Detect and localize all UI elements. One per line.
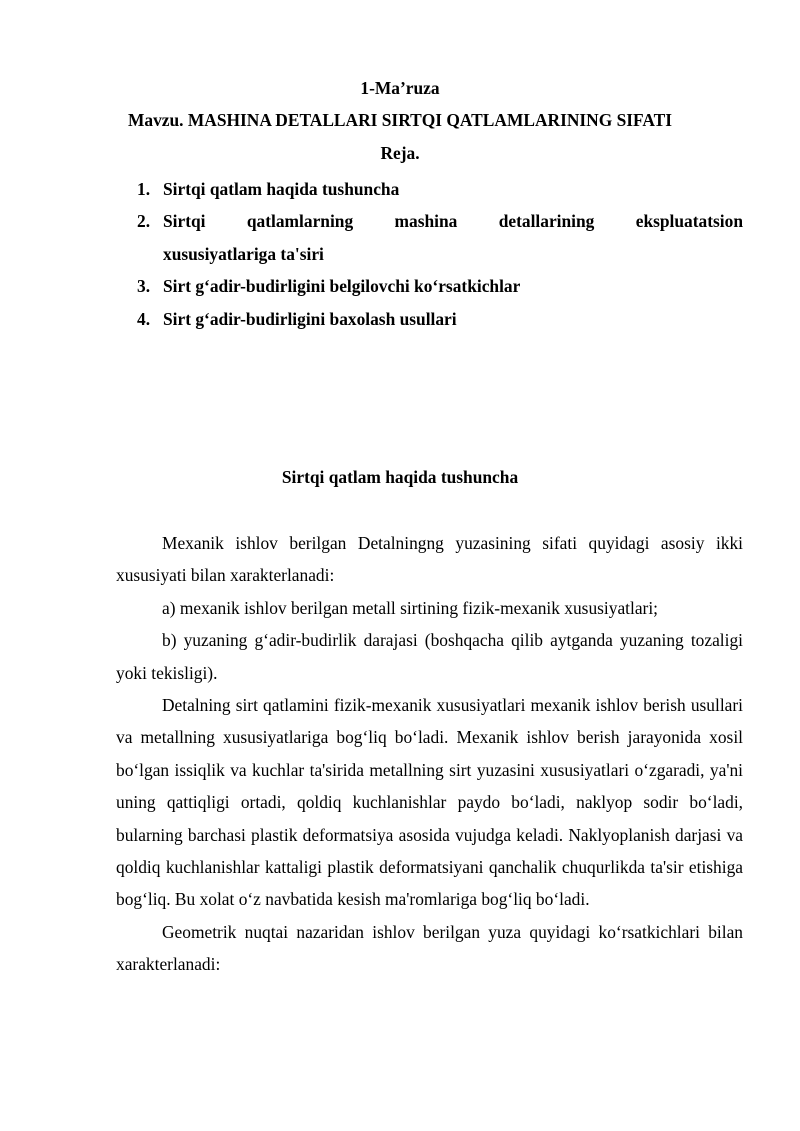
paragraph: Mexanik ishlov berilgan Detalningng yuzasining sifati quyidagi asosiy ikki xususiyati bilan xarakterlanadi:	[116, 533, 743, 586]
paragraph: a) mexanik ishlov berilgan metall sirtining fizik-mexanik xususiyatlari;	[162, 597, 658, 618]
lecture-topic: Mavzu. MASHINA DETALLARI SIRTQI QATLAMLARINING SIFATI	[127, 110, 673, 130]
plan-item	[137, 270, 743, 302]
plan-item-text: Sirt g‘adir-budirligini belgilovchi ko‘rsatkichlar	[163, 276, 521, 297]
paragraph: Geometrik nuqtai nazaridan ishlov berilgan yuza quyidagi ko‘rsatkichlari bilan xarakterlanadi:	[116, 921, 743, 975]
paragraph: Detalning sirt qatlamini fizik-mexanik xususiyatlari mexanik ishlov berish usullari va metallning xususiyatlariga bog‘liq bo‘ladi. Mexanik ishlov berish jarayonida xosil bo‘lgan issiqlik va kuchlar ta'sirida metallning sirt yuzasini xususiyatlari o‘zgaradi, ya'ni uning qattiqligi ortadi, qoldiq kuchlanishlar paydo bo‘ladi, naklyop sodir bo‘ladi, bularning barchasi plastik deformatsiya asosida vujudga keladi. Naklyoplanish darjasi va qoldiq kuchlanishlar kattaligi plastik deformatsiyani qanchalik chuqurlikda ta'sir etishiga bog‘liq. Bu xolat o‘z navbatida kesish ma'romlariga bog‘liq bo‘ladi.	[116, 695, 743, 910]
plan-item-number: 1.	[137, 179, 151, 199]
plan-item-text: Sirt g‘adir-budirligini baxolash usullari	[163, 308, 457, 329]
plan-item	[137, 303, 743, 335]
plan-item	[137, 205, 743, 270]
plan-list	[137, 173, 743, 335]
plan-title: Reja.	[380, 143, 420, 163]
plan-item-number: 4.	[137, 308, 151, 329]
plan-item-text-line2: xususiyatlariga ta'siri	[163, 243, 324, 264]
plan-item-number: 2.	[137, 211, 151, 232]
lecture-number: 1-Ma’ruza	[360, 78, 440, 98]
paragraph: b) yuzaning g‘adir-budirlik darajasi (boshqacha qilib aytganda yuzaning tozaligi yoki tekisligi).	[116, 630, 743, 683]
section-title: Sirtqi qatlam haqida tushuncha	[281, 467, 519, 487]
plan-item-text-line1: Sirtqi qatlamlarning mashina detallarining ekspluatatsion	[163, 211, 743, 232]
plan-item	[137, 173, 743, 205]
plan-item-text: Sirtqi qatlam haqida tushuncha	[163, 179, 400, 199]
plan-item-number: 3.	[137, 276, 151, 297]
body-text	[116, 527, 743, 981]
